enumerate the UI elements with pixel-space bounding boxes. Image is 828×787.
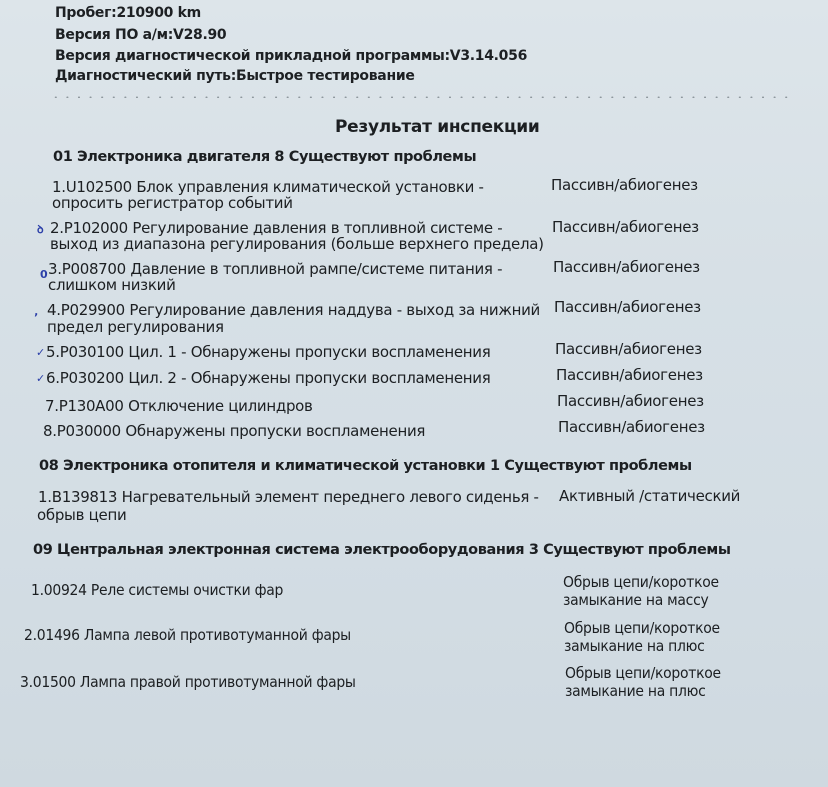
dtc-item-5-line1: 5.P030100 Цил. 1 - Обнаружены пропуски воспламенения [46, 343, 491, 361]
report-title: Результат инспекции [335, 117, 540, 137]
dotted-divider [50, 96, 792, 98]
dtc-item-3-line1: 3.01500 Лампа правой противотуманной фары [20, 673, 356, 691]
dtc-item-1-status: Активный /статический [559, 487, 741, 505]
section-heading-central-electrics: 09 Центральная электронная система электрооборудования 3 Существуют проблемы [33, 542, 731, 558]
dtc-item-6-line1: 6.P030200 Цил. 2 - Обнаружены пропуски воспламенения [46, 369, 491, 387]
diag-app-version-line: Версия диагностической прикладной программы:V3.14.056 [55, 48, 528, 64]
dtc-item-4-status: Пассивн/абиогенез [554, 298, 701, 316]
dtc-item-3-status: Пассивн/абиогенез [553, 258, 700, 276]
dtc-item-2-line1: 2.01496 Лампа левой противотуманной фары [24, 626, 351, 644]
section-heading-heater-climate: 08 Электроника отопителя и климатической установки 1 Существуют проблемы [39, 458, 692, 474]
mileage-line: Пробег:210900 km [55, 5, 201, 21]
pen-mark-icon: ✓ [36, 346, 46, 359]
dtc-item-3-status-line1: Обрыв цепи/короткое [565, 664, 721, 682]
dtc-item-3-status-line2: замыкание на плюс [565, 682, 706, 700]
dtc-item-2-status-line1: Обрыв цепи/короткое [564, 619, 720, 637]
dtc-item-7-line1: 7.P130A00 Отключение цилиндров [45, 397, 313, 415]
dtc-item-2-status-line2: замыкание на плюс [564, 637, 705, 655]
dtc-item-7-status: Пассивн/абиогенез [557, 392, 704, 410]
pen-mark-icon: ꝺ [37, 223, 44, 236]
ecu-software-version-line: Версия ПО а/м:V28.90 [55, 27, 227, 43]
section-heading-engine: 01 Электроника двигателя 8 Существуют проблемы [53, 149, 477, 165]
dtc-item-2-status: Пассивн/абиогенез [552, 218, 699, 236]
dtc-item-1-line2: обрыв цепи [37, 506, 127, 524]
dtc-item-1-status-line1: Обрыв цепи/короткое [563, 573, 719, 591]
dtc-item-3-line1: 3.P008700 Давление в топливной рампе/системе питания - [48, 260, 503, 278]
dtc-item-1-line2: опросить регистратор событий [52, 194, 293, 212]
dtc-item-1-status: Пассивн/абиогенез [551, 176, 698, 194]
pen-mark-icon: ‚ [34, 305, 39, 318]
dtc-item-3-line2: слишком низкий [48, 276, 176, 294]
dtc-item-2-line1: 2.P102000 Регулирование давления в топливной системе - [50, 219, 503, 237]
dtc-item-5-status: Пассивн/абиогенез [555, 340, 702, 358]
diag-path-line: Диагностический путь:Быстрое тестирование [55, 68, 415, 84]
dtc-item-4-line1: 4.P029900 Регулирование давления наддува - выход за нижний [47, 301, 540, 319]
dtc-item-6-status: Пассивн/абиогенез [556, 366, 703, 384]
dtc-item-1-line1: 1.B139813 Нагревательный элемент переднего левого сиденья - [38, 488, 539, 506]
dtc-item-1-status-line2: замыкание на массу [563, 591, 709, 609]
pen-mark-icon: ✓ [36, 372, 46, 385]
dtc-item-2-line2: выход из диапазона регулирования (больше верхнего предела) [50, 235, 544, 253]
dtc-item-4-line2: предел регулирования [47, 318, 224, 336]
pen-mark-icon: 0 [40, 268, 48, 281]
dtc-item-1-line1: 1.U102500 Блок управления климатической установки - [52, 178, 484, 196]
dtc-item-8-line1: 8.P030000 Обнаружены пропуски воспламенения [43, 422, 426, 440]
dtc-item-8-status: Пассивн/абиогенез [558, 418, 705, 436]
dtc-item-1-line1: 1.00924 Реле системы очистки фар [31, 581, 284, 599]
